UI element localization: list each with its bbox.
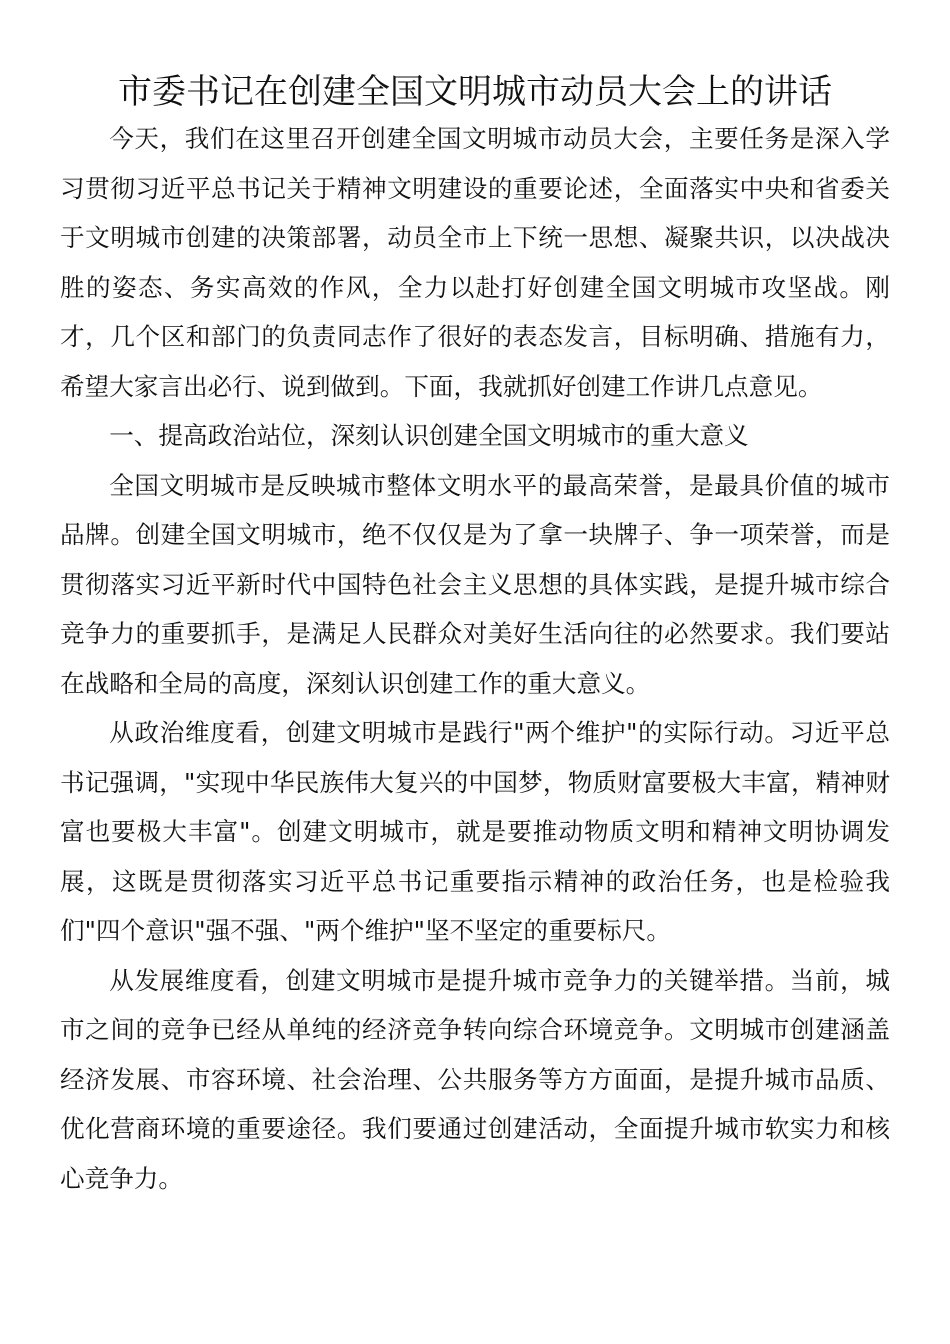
document-body — [60, 114, 890, 1203]
paragraph-development: 从发展维度看，创建文明城市是提升城市竞争力的关键举措。当前，城市之间的竞争已经从单纯的经济竞争转向综合环境竞争。文明城市创建涵盖经济发展、市容环境、社会治理、公共服务等方方面面，是提升城市品质、优化营商环境的重要途径。我们要通过创建活动，全面提升城市软实力和核心竞争力。 — [60, 965, 890, 1193]
section-heading: 一、提高政治站位，深刻认识创建全国文明城市的重大意义 — [109, 421, 749, 450]
paragraph-political: 从政治维度看，创建文明城市是践行"两个维护"的实际行动。习近平总书记强调，"实现中华民族伟大复兴的中国梦，物质财富要极大丰富，精神财富也要极大丰富"。创建文明城市，就是要推动物质文明和精神文明协调发展，这既是贯彻落实习近平总书记重要指示精神的政治任务，也是检验我们"四个意识"强不强、"两个维护"坚不坚定的重要标尺。 — [60, 718, 890, 945]
paragraph-intro: 今天，我们在这里召开创建全国文明城市动员大会，主要任务是深入学习贯彻习近平总书记关于精神文明建设的重要论述，全面落实中央和省委关于文明城市创建的决策部署，动员全市上下统一思想、凝聚共识，以决战决胜的姿态、务实高效的作风，全力以赴打好创建全国文明城市攻坚战。刚才，几个区和部门的负责同志作了很好的表态发言，目标明确、措施有力，希望大家言出必行、说到做到。下面，我就抓好创建工作讲几点意见。 — [60, 124, 890, 401]
document-title: 市委书记在创建全国文明城市动员大会上的讲话 — [118, 72, 832, 112]
paragraph-significance: 全国文明城市是反映城市整体文明水平的最高荣誉，是最具价值的城市品牌。创建全国文明城市，绝不仅仅是为了拿一块牌子、争一项荣誉，而是贯彻落实习近平新时代中国特色社会主义思想的具体实践，是提升城市综合竞争力的重要抓手，是满足人民群众对美好生活向往的必然要求。我们要站在战略和全局的高度，深刻认识创建工作的重大意义。 — [60, 470, 890, 698]
